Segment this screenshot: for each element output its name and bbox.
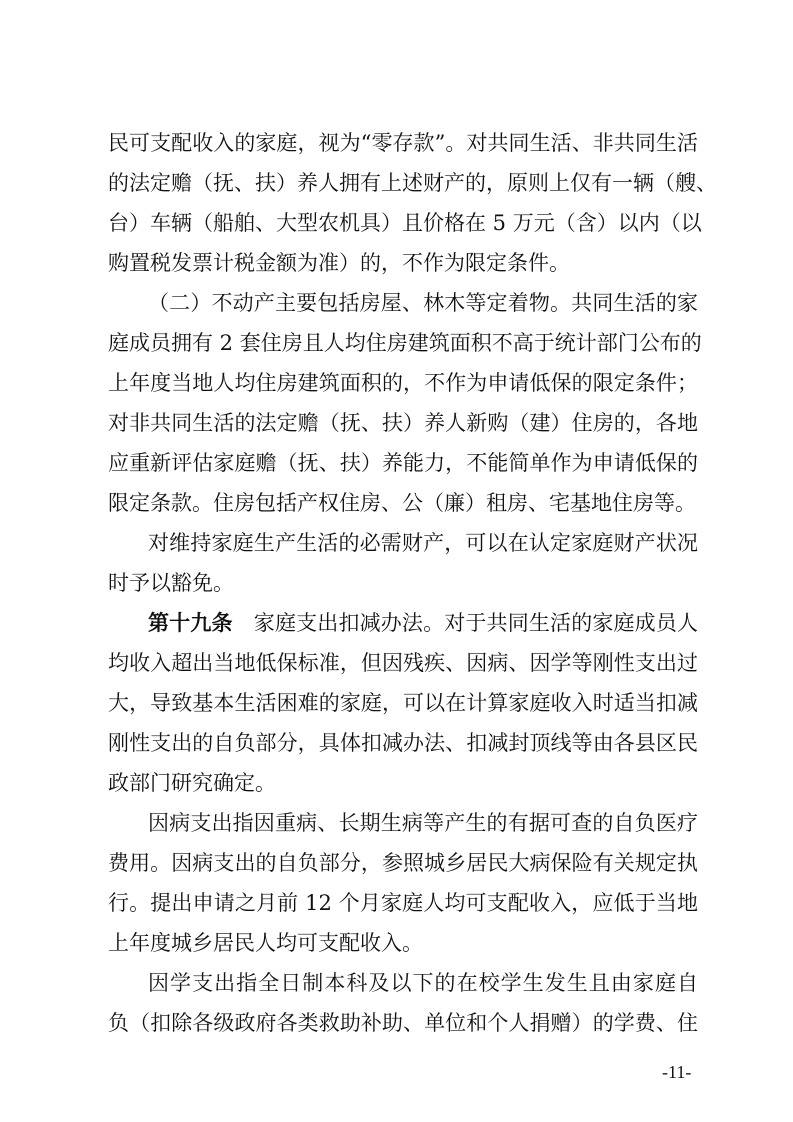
text-line: 限定条款。住房包括产权住房、公（廉）租房、宅基地住房等。 [108,491,696,515]
text-line: 政部门研究确定。 [108,771,276,795]
text-line: 行。提出申请之月前 12 个月家庭人均可支配收入，应低于当地 [108,891,698,915]
text-line: 负（扣除各级政府各类救助补助、单位和个人捐赠）的学费、住 [108,1011,698,1035]
article-first-line [148,608,698,638]
text-line: 上年度当地人均住房建筑面积的，不作为申请低保的限定条件； [108,371,698,395]
text-line: 费用。因病支出的自负部分，参照城乡居民大病保险有关规定执 [108,851,698,875]
text-line: 应重新评估家庭赡（抚、扶）养能力，不能简单作为申请低保的 [108,451,698,475]
text-line: 的法定赡（抚、扶）养人拥有上述财产的，原则上仅有一辆（艘、 [108,171,717,195]
text-line: 庭成员拥有 2 套住房且人均住房建筑面积不高于统计部门公布的 [108,331,702,355]
text-line: 刚性支出的自负部分，具体扣减办法、扣减封顶线等由各县区民 [108,731,698,755]
paragraph-first-line: 因病支出指因重病、长期生病等产生的有据可查的自负医疗 [148,811,698,835]
text-line: 大，导致基本生活困难的家庭，可以在计算家庭收入时适当扣减 [108,691,698,715]
paragraph-first-line: 因学支出指全日制本科及以下的在校学生发生且由家庭自 [148,971,698,995]
page-number: -11- [662,1062,692,1082]
text-line: 对非共同生活的法定赡（抚、扶）养人新购（建）住房的，各地 [108,411,698,435]
text-line: 购置税发票计税金额为准）的，不作为限定条件。 [108,251,570,275]
text-line: 台）车辆（船舶、大型农机具）且价格在 5 万元（含）以内（以 [108,211,702,235]
article-heading: 第十九条 [148,610,233,635]
text-line: 均收入超出当地低保标准，但因残疾、因病、因学等刚性支出过 [108,651,698,675]
text-line: 时予以豁免。 [108,571,234,595]
text-line: 民可支配收入的家庭，视为“零存款”。对共同生活、非共同生活 [108,131,698,155]
text-line: 上年度城乡居民人均可支配收入。 [108,931,423,955]
article-text: 家庭支出扣减办法。对于共同生活的家庭成员人 [253,611,698,635]
paragraph-first-line: 对维持家庭生产生活的必需财产，可以在认定家庭财产状况 [148,531,698,555]
paragraph-first-line: （二）不动产主要包括房屋、林木等定着物。共同生活的家 [148,291,698,315]
